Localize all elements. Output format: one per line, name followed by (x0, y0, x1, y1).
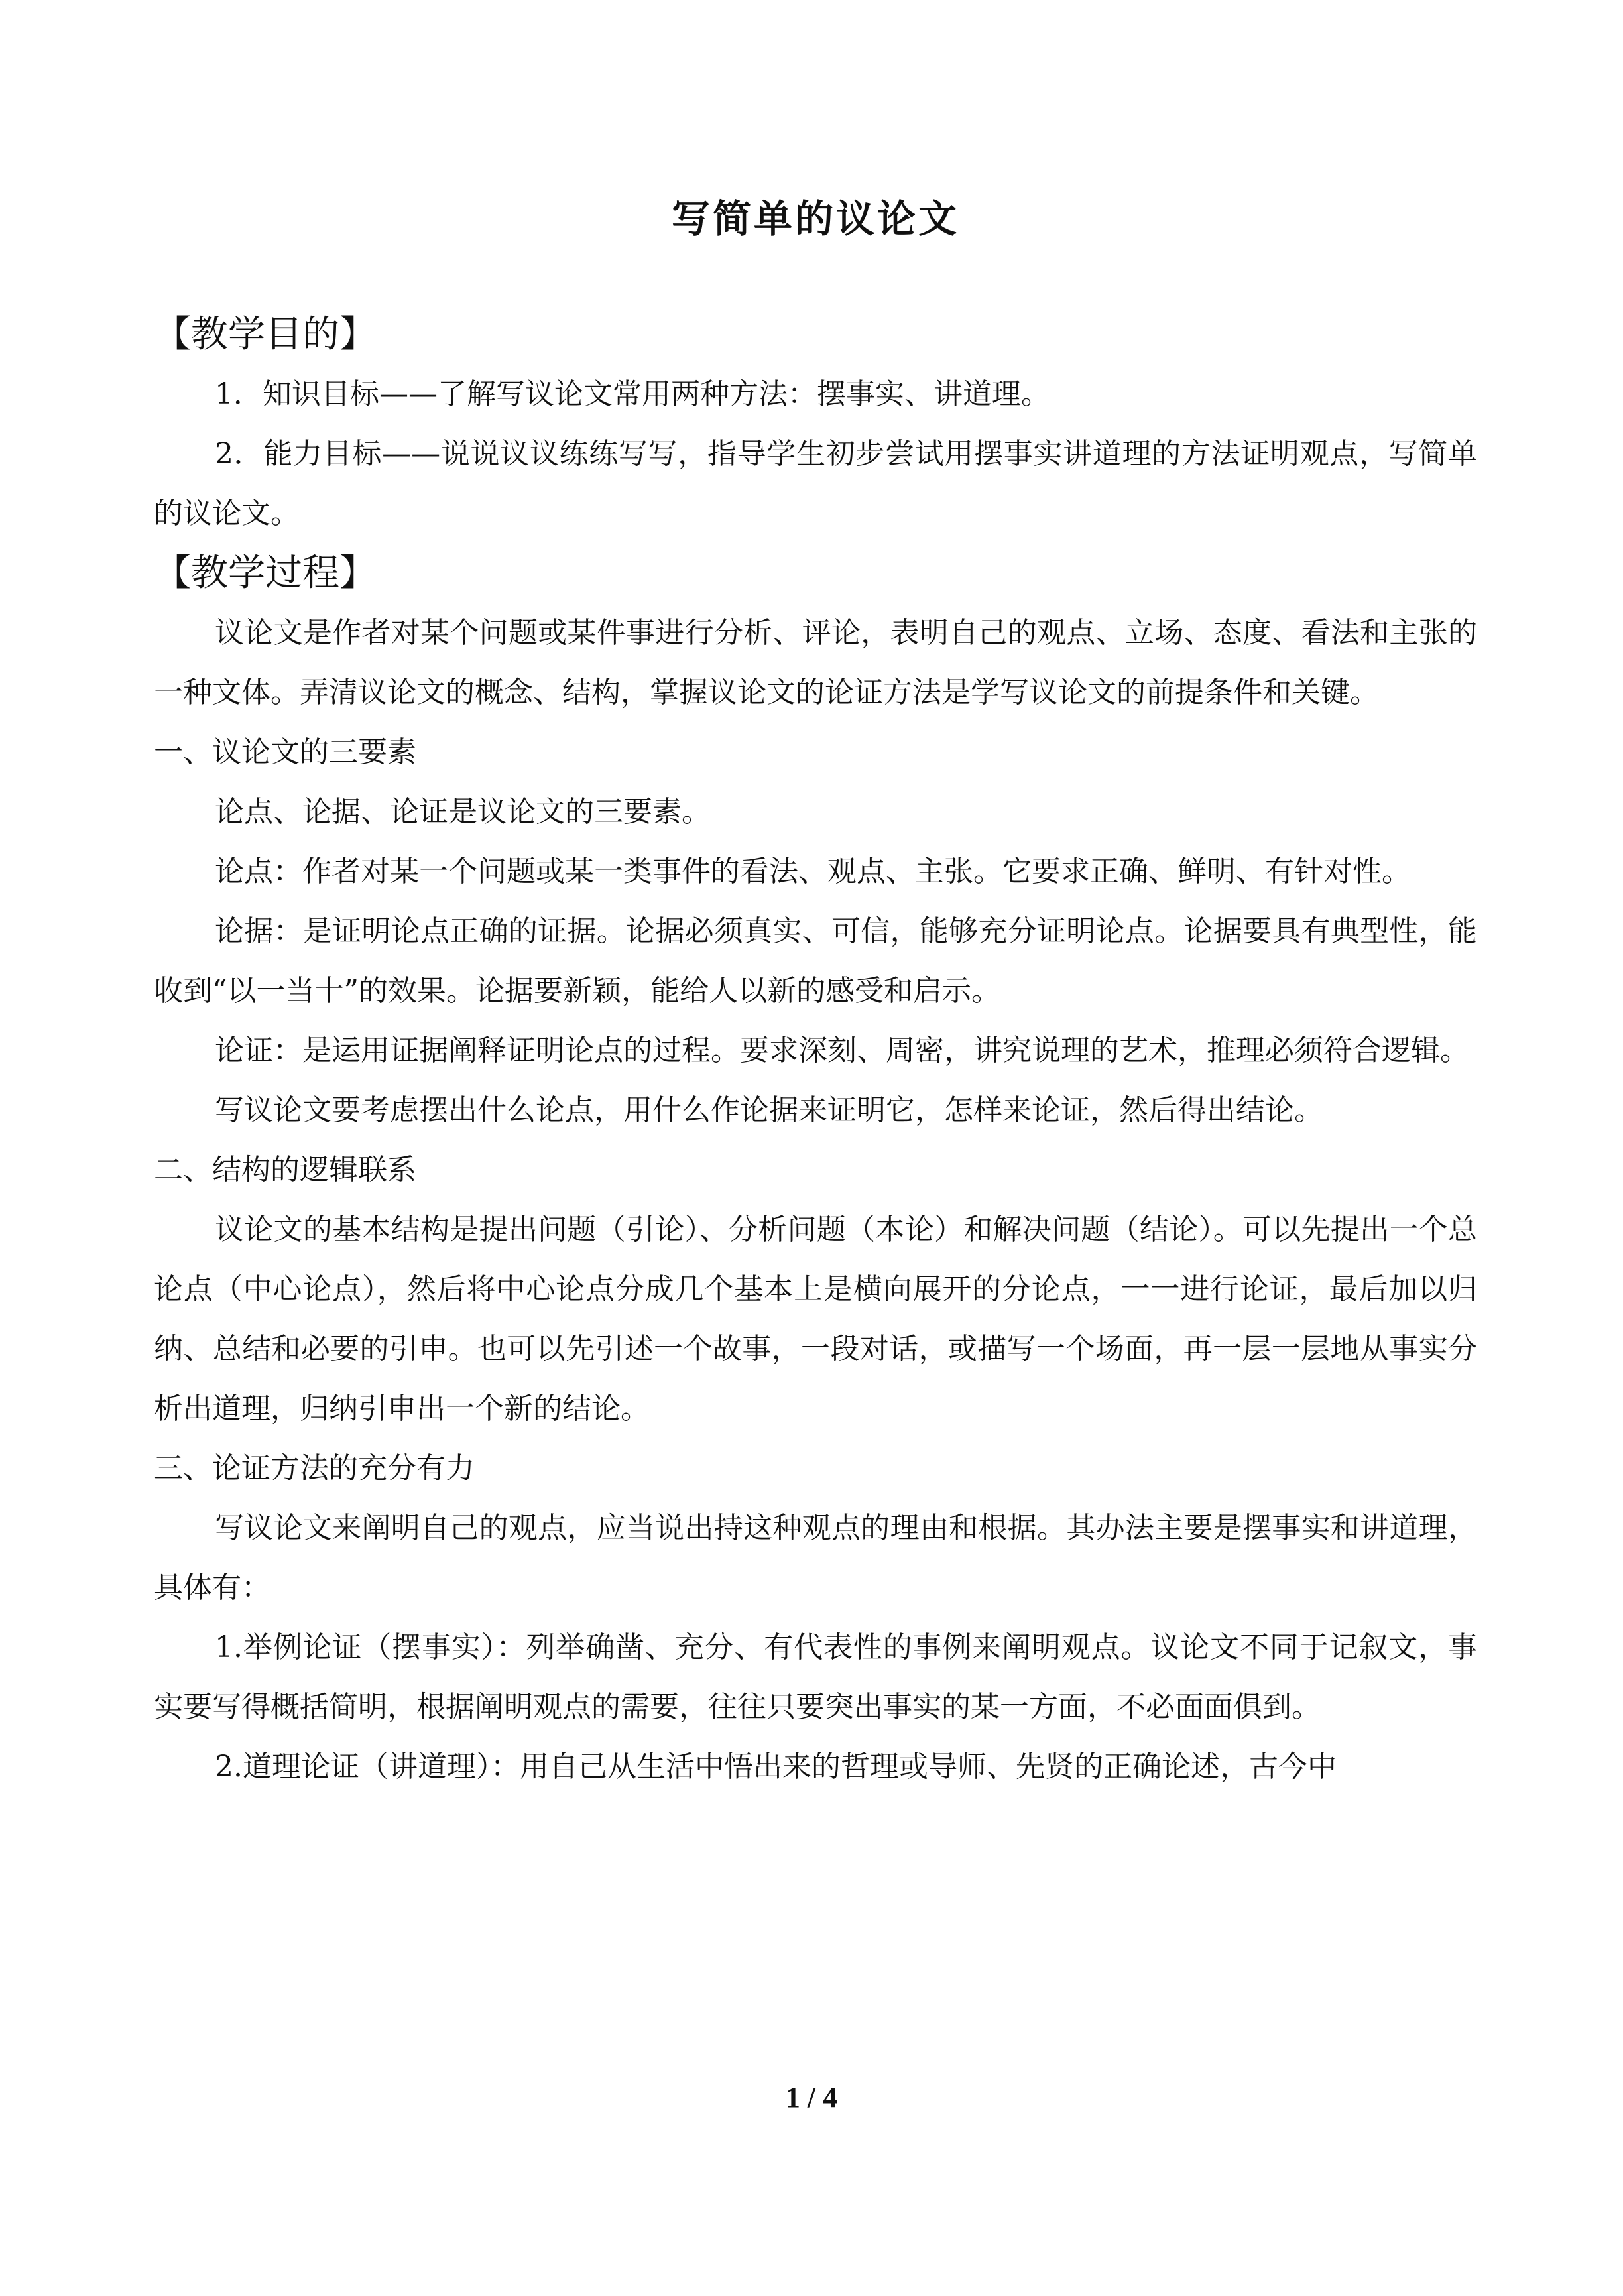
part1-paragraph-2: 论点：作者对某一个问题或某一类事件的看法、观点、主张。它要求正确、鲜明、有针对性。 (215, 855, 1411, 888)
page-number: 1 / 4 (785, 2081, 838, 2114)
process-heading: 【教学过程】 (154, 552, 377, 595)
part3-paragraph-1: 写议论文来阐明自己的观点，应当说出持这种观点的理由和根据。其办法主要是摆事实和讲道理，具体有： (154, 1511, 1477, 1604)
intro-paragraph: 议论文是作者对某个问题或某件事进行分析、评论，表明自己的观点、立场、态度、看法和主张的一种文体。弄清议论文的概念、结构，掌握议论文的论证方法是学写议论文的前提条件和关键。 (154, 616, 1477, 709)
goal-2: 2．能力目标——说说议议练练写写，指导学生初步尝试用摆事实讲道理的方法证明观点，写简单的议论文。 (154, 437, 1477, 530)
part1-paragraph-1: 论点、论据、论证是议论文的三要素。 (215, 795, 711, 829)
part1-paragraph-3: 论据：是证明论点正确的证据。论据必须真实、可信，能够充分证明论点。论据要具有典型性，能收到“以一当十”的效果。论据要新颖，能给人以新的感受和启示。 (154, 914, 1477, 1008)
part1-heading: 一、议论文的三要素 (154, 735, 416, 769)
goals-heading: 【教学目的】 (154, 313, 377, 356)
document-title: 写简单的议论文 (671, 196, 959, 241)
part3-heading: 三、论证方法的充分有力 (154, 1451, 475, 1485)
document-body (154, 192, 1477, 1797)
part1-paragraph-4: 论证：是运用证据阐释证明论点的过程。要求深刻、周密，讲究说理的艺术，推理必须符合逻辑。 (215, 1034, 1469, 1067)
part3-paragraph-2: 1.举例论证（摆事实）：列举确凿、充分、有代表性的事例来阐明观点。议论文不同于记叙文，事实要写得概括简明，根据阐明观点的需要，往往只要突出事实的某一方面，不必面面俱到。 (154, 1630, 1477, 1724)
part1-paragraph-5: 写议论文要考虑摆出什么论点，用什么作论据来证明它，怎样来论证，然后得出结论。 (215, 1093, 1323, 1127)
part2-heading: 二、结构的逻辑联系 (154, 1153, 416, 1187)
part2-paragraph-1: 议论文的基本结构是提出问题（引论）、分析问题（本论）和解决问题（结论）。可以先提出一个总论点（中心论点），然后将中心论点分成几个基本上是横向展开的分论点，一一进行论证，最后加以归纳、总结和必要的引申。也可以先引述一个故事，一段对话，或描写一个场面，再一层一层地从事实分析出道理，归纳引申出一个新的结论。 (154, 1213, 1477, 1425)
goal-1: 1．知识目标——了解写议论文常用两种方法：摆事实、讲道理。 (215, 377, 1050, 411)
part3-paragraph-3: 2.道理论证（讲道理）：用自己从生活中悟出来的哲理或导师、先贤的正确论述，古今中 (215, 1750, 1337, 1783)
